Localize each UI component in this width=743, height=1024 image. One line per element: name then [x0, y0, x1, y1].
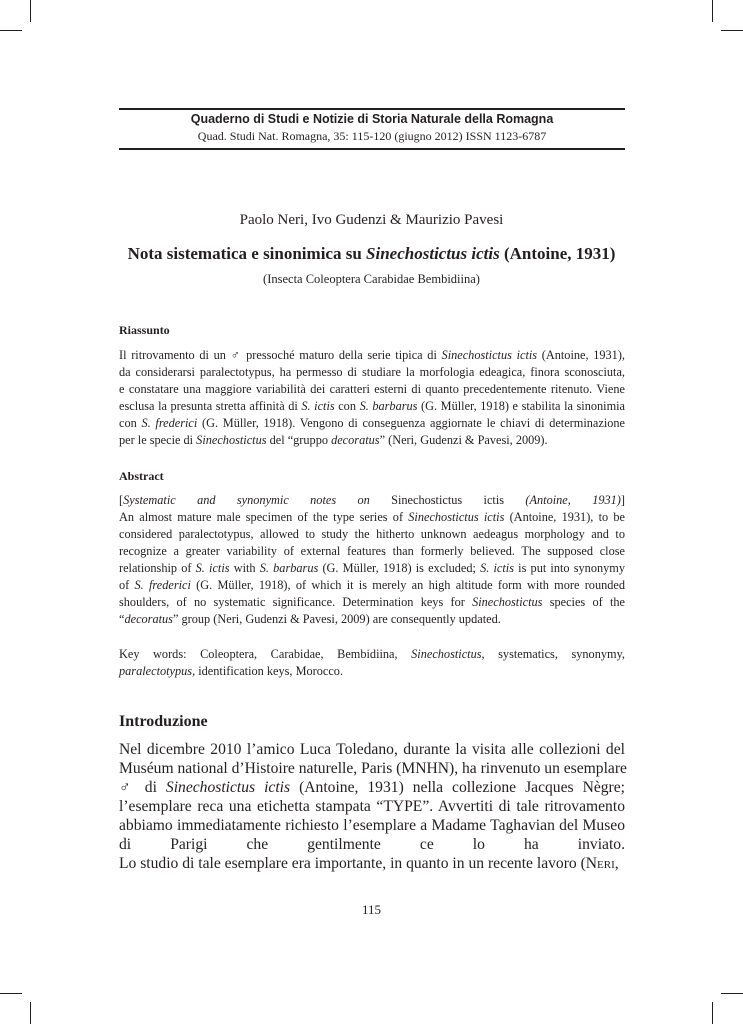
journal-name: Quaderno di Studi e Notizie di Storia Naturale della Romagna — [190, 112, 554, 126]
text-line — [119, 432, 625, 449]
line-text: (G. Müller, 1918), of which it is merely an high altitude form with more rounded — [190, 578, 625, 592]
line-text: An almost mature male specimen of the type series of — [119, 510, 409, 524]
emphasis-text: S. barbarus — [359, 399, 418, 413]
emphasis-text: decoratus — [124, 612, 173, 626]
abstract-heading: Abstract — [119, 469, 164, 483]
line-text: (G. Müller, 1918) is excluded; — [318, 561, 481, 575]
text-line — [119, 492, 625, 509]
line-text: ” group (Neri, Gudenzi & Pavesi, 2009) are consequently updated. — [172, 612, 501, 626]
text-line — [119, 778, 625, 797]
crop-mark — [0, 993, 22, 994]
introduzione-heading: Introduzione — [119, 713, 208, 730]
emphasis-text: Sinechostictus — [472, 595, 543, 609]
emphasis-text: Sinechostictus ictis — [165, 779, 291, 796]
introduzione-text — [119, 740, 625, 873]
article-authors: Paolo Neri, Ivo Gudenzi & Maurizio Pavesi — [239, 212, 504, 228]
crop-mark — [721, 993, 743, 994]
line-text: , — [614, 855, 619, 872]
line-text: del “gruppo — [266, 433, 332, 447]
page-number: 115 — [361, 902, 382, 917]
journal-citation: Quad. Studi Nat. Romagna, 35: 115-120 (giugno 2012) ISSN 1123-6787 — [197, 129, 547, 143]
text-line — [119, 543, 625, 560]
title-genus: Sinechostictus ictis — [366, 244, 500, 263]
text-line — [119, 577, 625, 594]
line-text: of — [119, 578, 135, 592]
article-subtitle: (Insecta Coleoptera Carabidae Bembidiina) — [263, 272, 480, 286]
text-line — [119, 663, 625, 680]
crop-mark — [30, 1002, 31, 1024]
header-rule-top — [119, 108, 625, 110]
emphasis-text: Sinechostictus — [196, 433, 267, 447]
crop-mark — [30, 0, 31, 22]
text-line — [119, 364, 625, 381]
emphasis-text: S. ictis — [195, 561, 230, 575]
emphasis-text: Systematic and synonymic notes on — [123, 493, 370, 507]
abstract-text — [119, 492, 625, 628]
text-line — [119, 347, 625, 364]
emphasis-text: S. ictis — [301, 399, 335, 413]
line-text: , systematics, synonymy, — [481, 647, 625, 661]
line-text: ♂ di — [119, 779, 166, 796]
crop-mark — [712, 0, 713, 22]
crop-mark — [712, 1002, 713, 1024]
line-text: is put into synonymy — [514, 561, 625, 575]
emphasis-text: Sinechostictus ictis — [408, 510, 505, 524]
emphasis-text: (Antoine, 1931) — [525, 493, 621, 507]
line-text: Muséum national d’Histoire naturelle, Paris (MNHN), ha rinvenuto un esemplare — [119, 760, 627, 777]
title-suffix: (Antoine, 1931) — [499, 244, 616, 263]
line-text: recognize a greater variability of external features than formerly believed. The supposed close — [119, 544, 625, 558]
line-text: shoulders, of no systematic significance. Determination keys for — [119, 595, 473, 609]
line-text: con — [119, 416, 142, 430]
line-text: with — [229, 561, 260, 575]
line-text: l’esemplare reca una etichetta stampata “TYPE”. Avvertiti di tale ritrovamento — [119, 798, 625, 815]
emphasis-text: paralectotypus, — [119, 664, 196, 678]
emphasis-text: Sinechostictus — [411, 647, 482, 661]
line-text: Sinechostictus ictis — [369, 493, 526, 507]
text-line — [119, 526, 625, 543]
crop-mark — [0, 30, 22, 31]
line-text: (G. Müller, 1918) e stabilita la sinonimia — [417, 399, 626, 413]
crop-mark — [721, 30, 743, 31]
line-text: da considerarsi paralectotypus, ha permesso di studiare la morfologia edeagica, finora sconosciuta, — [119, 365, 625, 379]
text-line — [119, 398, 625, 415]
line-text: di Parigi che gentilmente ce lo ha inviato. — [119, 836, 625, 853]
text-line — [119, 560, 625, 577]
emphasis-text: S. ictis — [480, 561, 514, 575]
text-line — [119, 415, 625, 432]
line-text: (Antoine, 1931), to be — [504, 510, 625, 524]
line-text: considered paralectotypus, allowed to study the hitherto unknown aedeagus morphology and to — [119, 527, 625, 541]
text-line — [119, 740, 625, 759]
article-title — [0, 244, 743, 264]
line-text: abbiamo immediatamente richiesto l’esemplare a Madame Taghavian del Museo — [119, 817, 625, 834]
line-text: Nel dicembre 2010 l’amico Luca Toledano, durante la visita alle collezioni del — [119, 741, 625, 758]
text-line — [119, 611, 625, 628]
line-text: “ — [119, 612, 125, 626]
text-line — [119, 835, 625, 854]
riassunto-heading: Riassunto — [119, 323, 170, 337]
text-line — [119, 381, 625, 398]
line-text: (G. Müller, 1918). Vengono di conseguenza aggiornate le chiavi di determinazione — [197, 416, 625, 430]
emphasis-text: S. frederici — [134, 578, 191, 592]
line-text: ” (Neri, Gudenzi & Pavesi, 2009). — [379, 433, 548, 447]
text-line — [119, 646, 625, 663]
line-text: Key words: Coleoptera, Carabidae, Bembidiina, — [119, 647, 412, 661]
text-line — [119, 759, 625, 778]
line-text: per le specie di — [119, 433, 197, 447]
text-line — [119, 509, 625, 526]
emphasis-text: Neri — [585, 855, 615, 872]
emphasis-text: S. frederici — [141, 416, 198, 430]
line-text: Lo studio di tale esemplare era importante, in quanto in un recente lavoro ( — [119, 855, 586, 872]
line-text: identification keys, Morocco. — [195, 664, 344, 678]
emphasis-text: Sinechostictus ictis — [441, 348, 538, 362]
line-text: esclusa la presunta stretta affinità di — [119, 399, 302, 413]
line-text: con — [334, 399, 360, 413]
keywords-text — [119, 646, 625, 680]
text-line — [119, 816, 625, 835]
text-line — [119, 594, 625, 611]
line-text: ] — [620, 493, 625, 507]
line-text: relationship of — [119, 561, 196, 575]
text-line — [119, 854, 625, 873]
emphasis-text: S. barbarus — [259, 561, 319, 575]
riassunto-text — [119, 347, 625, 449]
line-text: (Antoine, 1931) nella collezione Jacques Nègre; — [290, 779, 625, 796]
line-text: species of the — [542, 595, 625, 609]
title-prefix: Nota sistematica e sinonimica su — [127, 244, 367, 263]
line-text: Il ritrovamento di un ♂ pressoché maturo della serie tipica di — [119, 348, 442, 362]
line-text: (Antoine, 1931), — [537, 348, 625, 362]
line-text: e constatare una maggiore variabilità dei caratteri esterni di quanto precedentemente ritenuto. Viene — [119, 382, 625, 396]
line-text: [ — [119, 493, 124, 507]
text-line — [119, 797, 625, 816]
header-rule-bottom — [119, 148, 625, 150]
emphasis-text: decoratus — [331, 433, 380, 447]
